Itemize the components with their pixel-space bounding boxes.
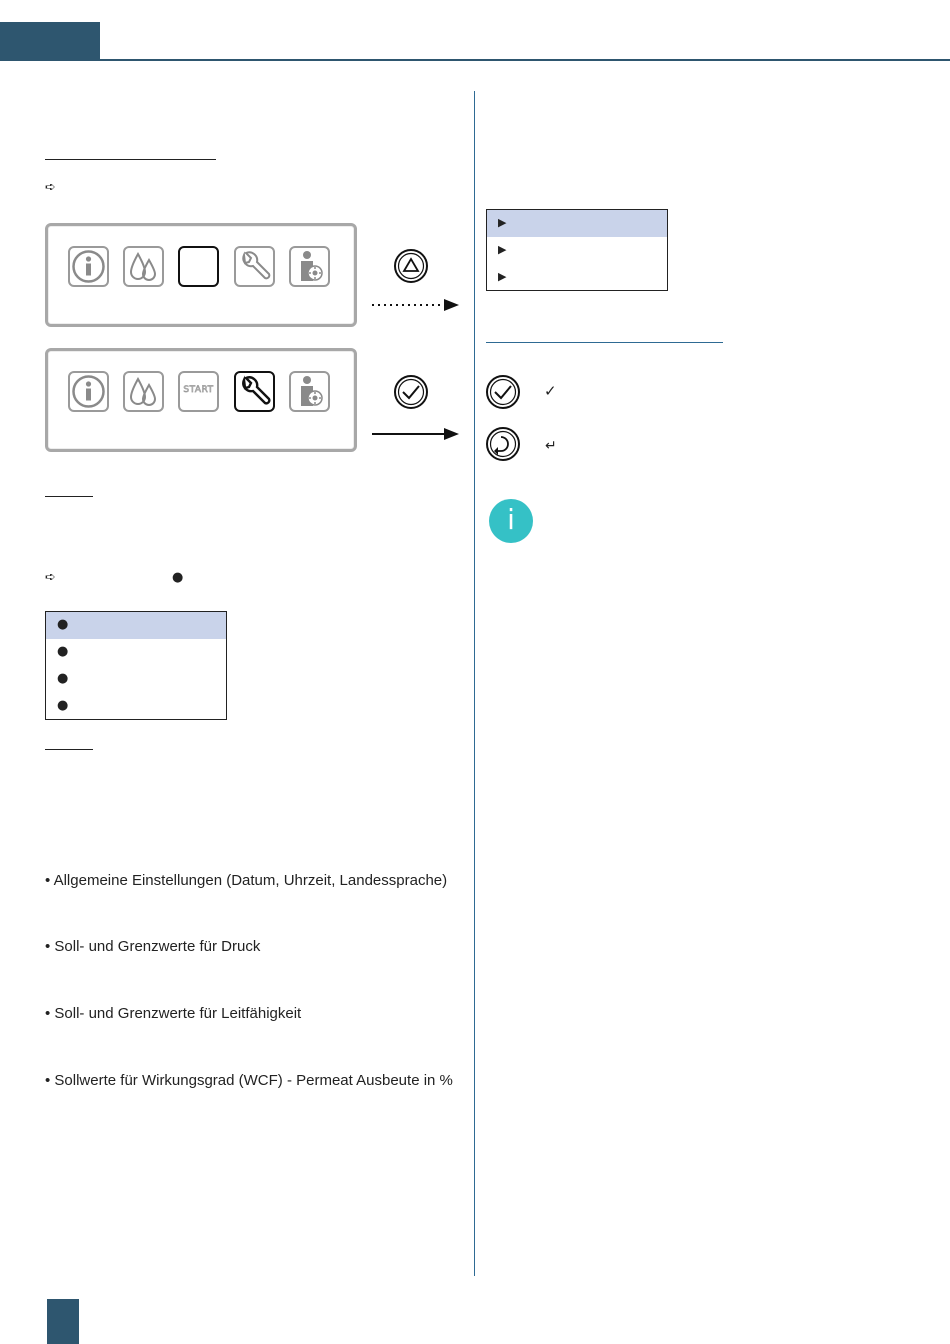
info-icon bbox=[70, 373, 107, 410]
check-button-icon[interactable] bbox=[392, 373, 430, 411]
menu-row[interactable] bbox=[46, 693, 226, 720]
user-settings-button[interactable] bbox=[289, 246, 330, 287]
start-button[interactable] bbox=[178, 246, 219, 287]
triangle-icon: ▶ bbox=[498, 216, 507, 229]
header-block bbox=[0, 22, 100, 61]
page-number-tab bbox=[47, 1299, 79, 1344]
menu-row[interactable] bbox=[487, 210, 667, 237]
triangle-icon: ▶ bbox=[498, 243, 507, 256]
up-arrow-button-icon[interactable] bbox=[392, 247, 430, 285]
return-icon bbox=[485, 426, 521, 462]
user-gear-icon bbox=[291, 248, 328, 285]
header-rule bbox=[100, 59, 950, 61]
info-note-icon bbox=[489, 499, 533, 543]
info-button[interactable] bbox=[68, 246, 109, 287]
menu-row[interactable] bbox=[487, 264, 667, 291]
check-icon bbox=[485, 374, 521, 410]
return-glyph: ↵ bbox=[545, 438, 557, 454]
water-drops-icon bbox=[125, 373, 162, 410]
menu-row[interactable] bbox=[46, 612, 226, 639]
check-glyph: ✓ bbox=[544, 382, 557, 400]
triangle-icon: ▶ bbox=[498, 270, 507, 283]
section-heading-rule bbox=[45, 159, 216, 160]
note-heading-rule bbox=[45, 496, 93, 497]
solid-arrow-icon bbox=[368, 425, 462, 443]
dot-icon: ● bbox=[57, 644, 69, 659]
service-menu bbox=[486, 209, 668, 291]
dot-icon: ● bbox=[172, 570, 184, 585]
user-gear-icon bbox=[291, 373, 328, 410]
menu-row[interactable] bbox=[46, 666, 226, 693]
water-button[interactable] bbox=[123, 371, 164, 412]
section-heading-rule bbox=[486, 342, 723, 343]
wrench-icon bbox=[236, 248, 273, 285]
user-settings-button[interactable] bbox=[289, 371, 330, 412]
start-label: START bbox=[183, 385, 214, 395]
list-item: • Soll- und Grenzwerte für Druck bbox=[45, 938, 261, 955]
section-heading-rule bbox=[45, 749, 93, 750]
info-button[interactable] bbox=[68, 371, 109, 412]
info-glyph: i bbox=[507, 503, 515, 536]
start-button[interactable] bbox=[178, 371, 219, 412]
control-panel-2 bbox=[45, 348, 357, 452]
dot-icon: ● bbox=[57, 671, 69, 686]
water-button[interactable] bbox=[123, 246, 164, 287]
list-item: • Sollwerte für Wirkungsgrad (WCF) - Permeat Ausbeute in % bbox=[45, 1072, 453, 1089]
arrow-icon: ➪ bbox=[45, 570, 56, 585]
dot-icon: ● bbox=[57, 617, 69, 632]
menu-row[interactable] bbox=[46, 639, 226, 666]
list-item: • Allgemeine Einstellungen (Datum, Uhrzeit, Landessprache) bbox=[45, 872, 448, 889]
menu-row[interactable] bbox=[487, 237, 667, 264]
water-drops-icon bbox=[125, 248, 162, 285]
column-divider bbox=[474, 91, 475, 1276]
control-panel-1 bbox=[45, 223, 357, 327]
wrench-icon bbox=[236, 373, 273, 410]
arrow-icon: ➪ bbox=[45, 180, 56, 195]
option-menu bbox=[45, 611, 227, 720]
info-icon bbox=[70, 248, 107, 285]
dot-icon: ● bbox=[57, 698, 69, 713]
service-button[interactable] bbox=[234, 246, 275, 287]
list-item: • Soll- und Grenzwerte für Leitfähigkeit bbox=[45, 1005, 302, 1022]
service-button[interactable] bbox=[234, 371, 275, 412]
dotted-arrow-icon bbox=[368, 296, 462, 314]
